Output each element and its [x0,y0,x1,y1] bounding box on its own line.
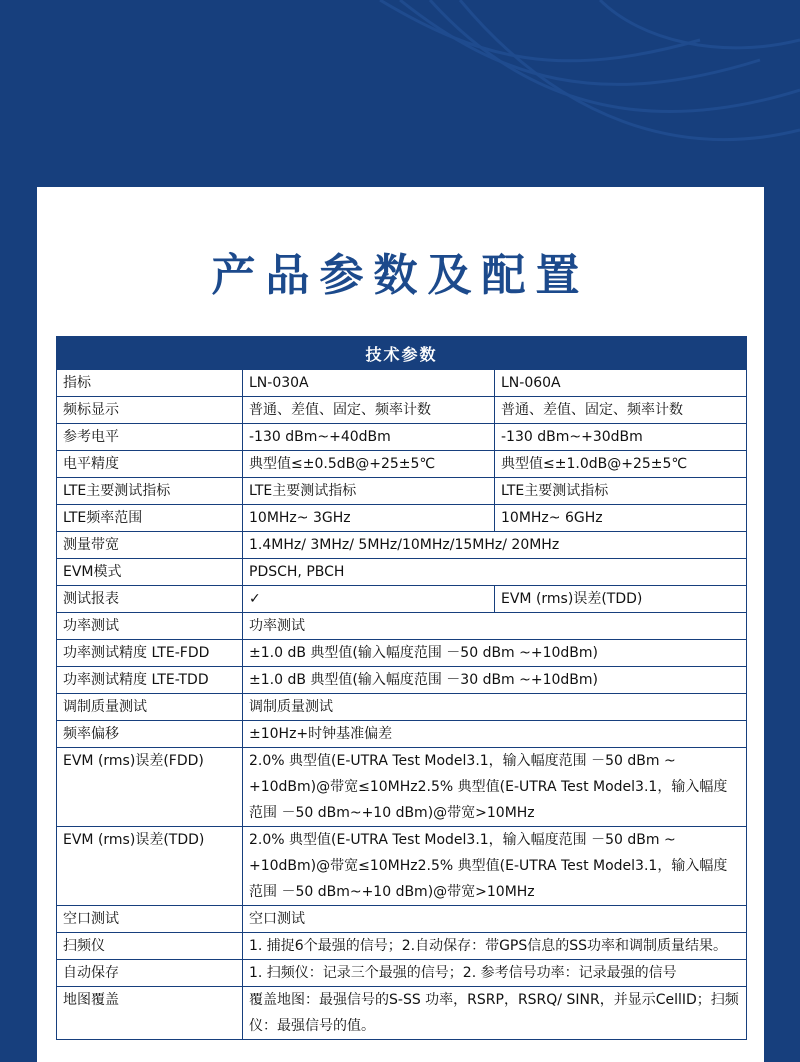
row-value-030a: LN-030A [243,370,495,397]
row-value-060a: 普通、差值、固定、频率计数 [495,397,747,424]
table-row [57,613,747,640]
table-row [57,694,747,721]
row-value: 功率测试 [243,613,747,640]
row-label: 空口测试 [57,906,243,933]
background-swirl-decoration [0,0,800,190]
checkmark-icon: ✓ [243,586,495,613]
row-label: EVM (rms)误差(FDD) [57,748,243,827]
row-value-030a: -130 dBm~+40dBm [243,424,495,451]
row-value: PDSCH, PBCH [243,559,747,586]
table-row [57,478,747,505]
row-label: 电平精度 [57,451,243,478]
row-value-030a: 普通、差值、固定、频率计数 [243,397,495,424]
table-row [57,748,747,827]
row-label: 频标显示 [57,397,243,424]
row-label: 地图覆盖 [57,987,243,1040]
row-label: 调制质量测试 [57,694,243,721]
row-value: 2.0% 典型值(E-UTRA Test Model3.1，输入幅度范围 －50 dBm ~ +10dBm)@带宽≤10MHz2.5% 典型值(E-UTRA Test Model3.1，输入幅度范围 －50 dBm~+10 dBm)@带宽>10MHz [243,827,747,906]
table-row [57,451,747,478]
page-title: 产品参数及配置 [211,250,590,301]
row-value-030a: 10MHz~ 3GHz [243,505,495,532]
row-label: 参考电平 [57,424,243,451]
table-row [57,640,747,667]
row-value: 1.4MHz/ 3MHz/ 5MHz/10MHz/15MHz/ 20MHz [243,532,747,559]
row-value: 调制质量测试 [243,694,747,721]
table-row [57,667,747,694]
table-row [57,827,747,906]
table-row [57,505,747,532]
table-row [57,933,747,960]
row-label: EVM (rms)误差(TDD) [57,827,243,906]
row-label: 频率偏移 [57,721,243,748]
row-value: ±1.0 dB 典型值(输入幅度范围 －50 dBm ~+10dBm) [243,640,747,667]
row-value: ±10Hz+时钟基准偏差 [243,721,747,748]
row-label: 扫频仪 [57,933,243,960]
row-label: 功率测试精度 LTE-TDD [57,667,243,694]
table-row [57,960,747,987]
spec-table [56,336,747,1040]
row-label: LTE频率范围 [57,505,243,532]
row-value: 1. 捕捉6个最强的信号；2.自动保存：带GPS信息的SS功率和调制质量结果。 [243,933,747,960]
row-value-060a: -130 dBm~+30dBm [495,424,747,451]
row-value: 覆盖地图：最强信号的S-SS 功率，RSRP，RSRQ/ SINR，并显示CellID；扫频仪：最强信号的值。 [243,987,747,1040]
row-value: 空口测试 [243,906,747,933]
row-value: 1. 扫频仪：记录三个最强的信号；2. 参考信号功率：记录最强的信号 [243,960,747,987]
table-row [57,586,747,613]
row-label: 指标 [57,370,243,397]
row-value-030a: 典型值≤±0.5dB@+25±5℃ [243,451,495,478]
row-label: 测试报表 [57,586,243,613]
row-value-060a: 10MHz~ 6GHz [495,505,747,532]
table-header: 技术参数 [57,337,747,370]
row-value-030a: LTE主要测试指标 [243,478,495,505]
table-row [57,987,747,1040]
table-row [57,906,747,933]
row-value: 2.0% 典型值(E-UTRA Test Model3.1，输入幅度范围 －50 dBm ~ +10dBm)@带宽≤10MHz2.5% 典型值(E-UTRA Test Model3.1，输入幅度范围 －50 dBm~+10 dBm)@带宽>10MHz [243,748,747,827]
row-label: 自动保存 [57,960,243,987]
row-value-060a: LN-060A [495,370,747,397]
row-value-060a: 典型值≤±1.0dB@+25±5℃ [495,451,747,478]
table-row [57,370,747,397]
row-label: LTE主要测试指标 [57,478,243,505]
row-value-060a: EVM (rms)误差(TDD) [495,586,747,613]
row-value-060a: LTE主要测试指标 [495,478,747,505]
table-row [57,559,747,586]
row-value: ±1.0 dB 典型值(输入幅度范围 －30 dBm ~+10dBm) [243,667,747,694]
table-row [57,721,747,748]
row-label: EVM模式 [57,559,243,586]
table-row [57,424,747,451]
table-row [57,397,747,424]
row-label: 功率测试精度 LTE-FDD [57,640,243,667]
row-label: 功率测试 [57,613,243,640]
table-row [57,532,747,559]
row-label: 测量带宽 [57,532,243,559]
